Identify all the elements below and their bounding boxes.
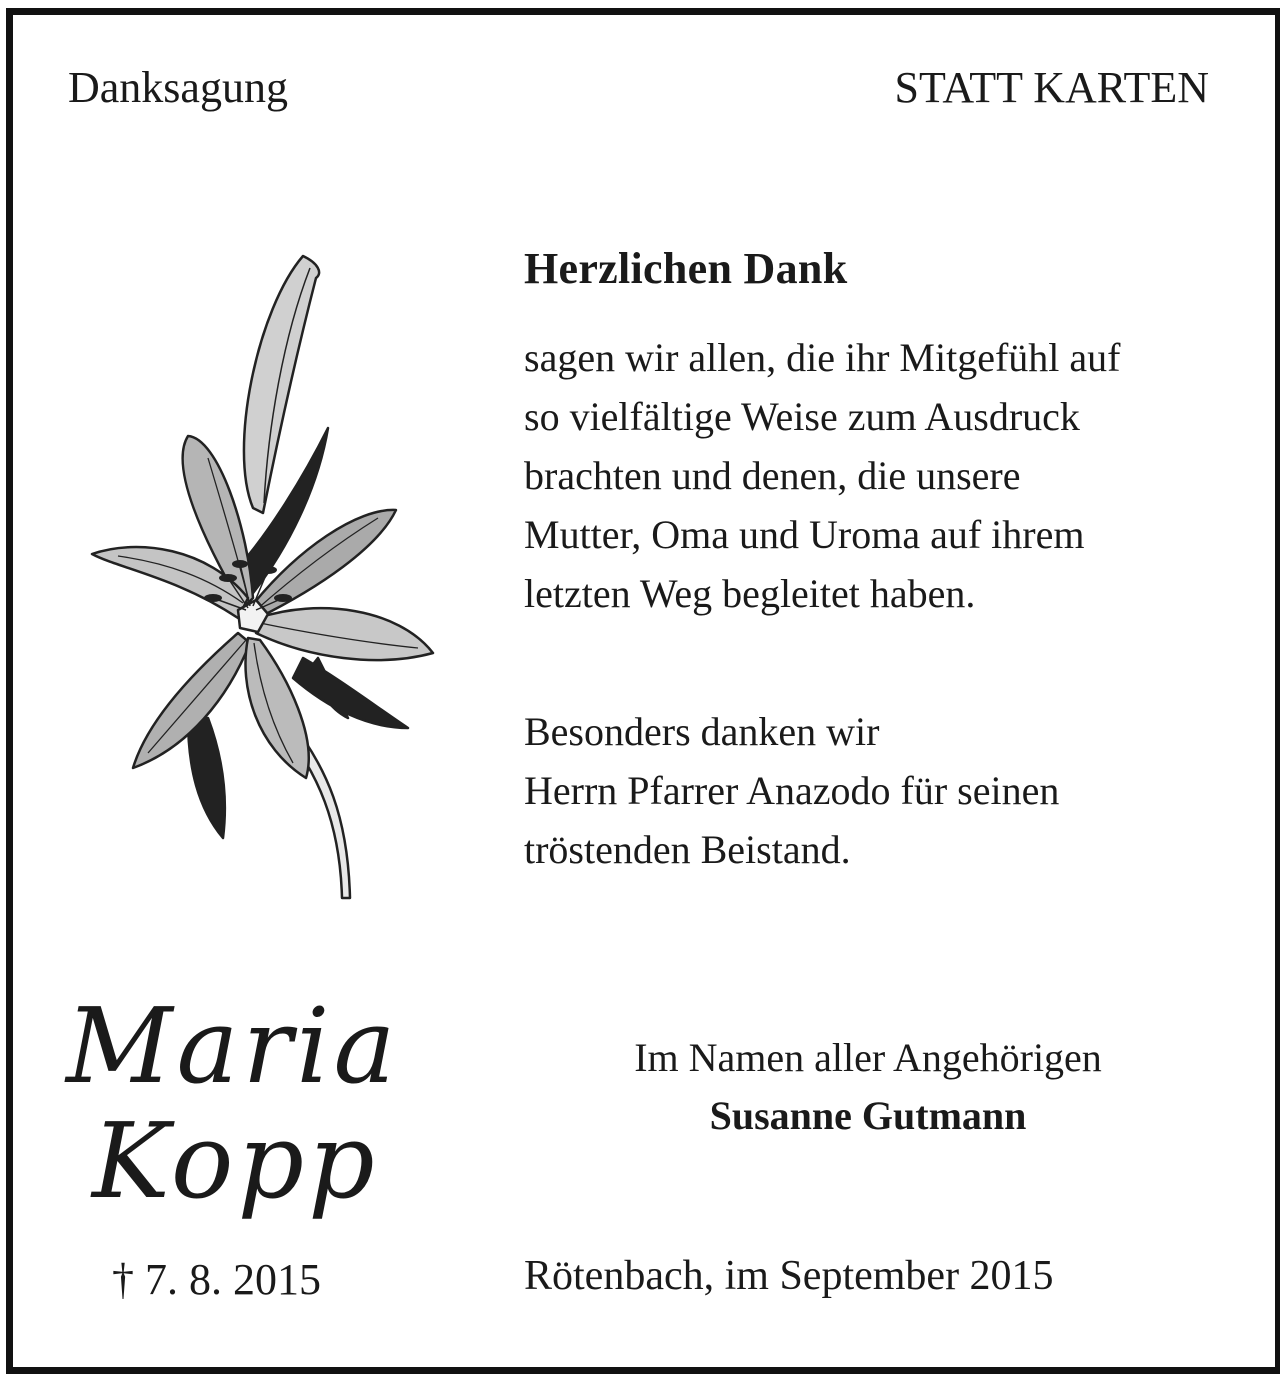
header-danksagung: Danksagung [68,63,288,112]
thanks-line: brachten und denen, die unsere [524,453,1021,498]
lily-flower-icon [78,248,448,918]
special-thanks-line: Besonders danken wir [524,709,880,754]
special-thanks-paragraph [524,702,1059,879]
deceased-first-name: Maria [66,985,400,1107]
death-date: † 7. 8. 2015 [112,1255,321,1304]
thanks-line: letzten Weg begleitet haben. [524,571,976,616]
header-statt-karten: STATT KARTEN [894,63,1209,112]
thanks-paragraph [524,328,1120,623]
thanks-line: Mutter, Oma und Uroma auf ihrem [524,512,1085,557]
deceased-last-name: Kopp [92,1100,379,1222]
signature-intro: Im Namen aller Angehörigen [634,1035,1102,1080]
thanks-line: so vielfältige Weise zum Ausdruck [524,394,1080,439]
place-date: Rötenbach, im September 2015 [524,1253,1054,1299]
title-herzlichen-dank: Herzlichen Dank [524,244,848,293]
signature-name: Susanne Gutmann [709,1093,1027,1138]
special-thanks-line: Herrn Pfarrer Anazodo für seinen [524,768,1060,813]
special-thanks-line: tröstenden Beistand. [524,827,851,872]
thanks-line: sagen wir allen, die ihr Mitgefühl auf [524,335,1121,380]
